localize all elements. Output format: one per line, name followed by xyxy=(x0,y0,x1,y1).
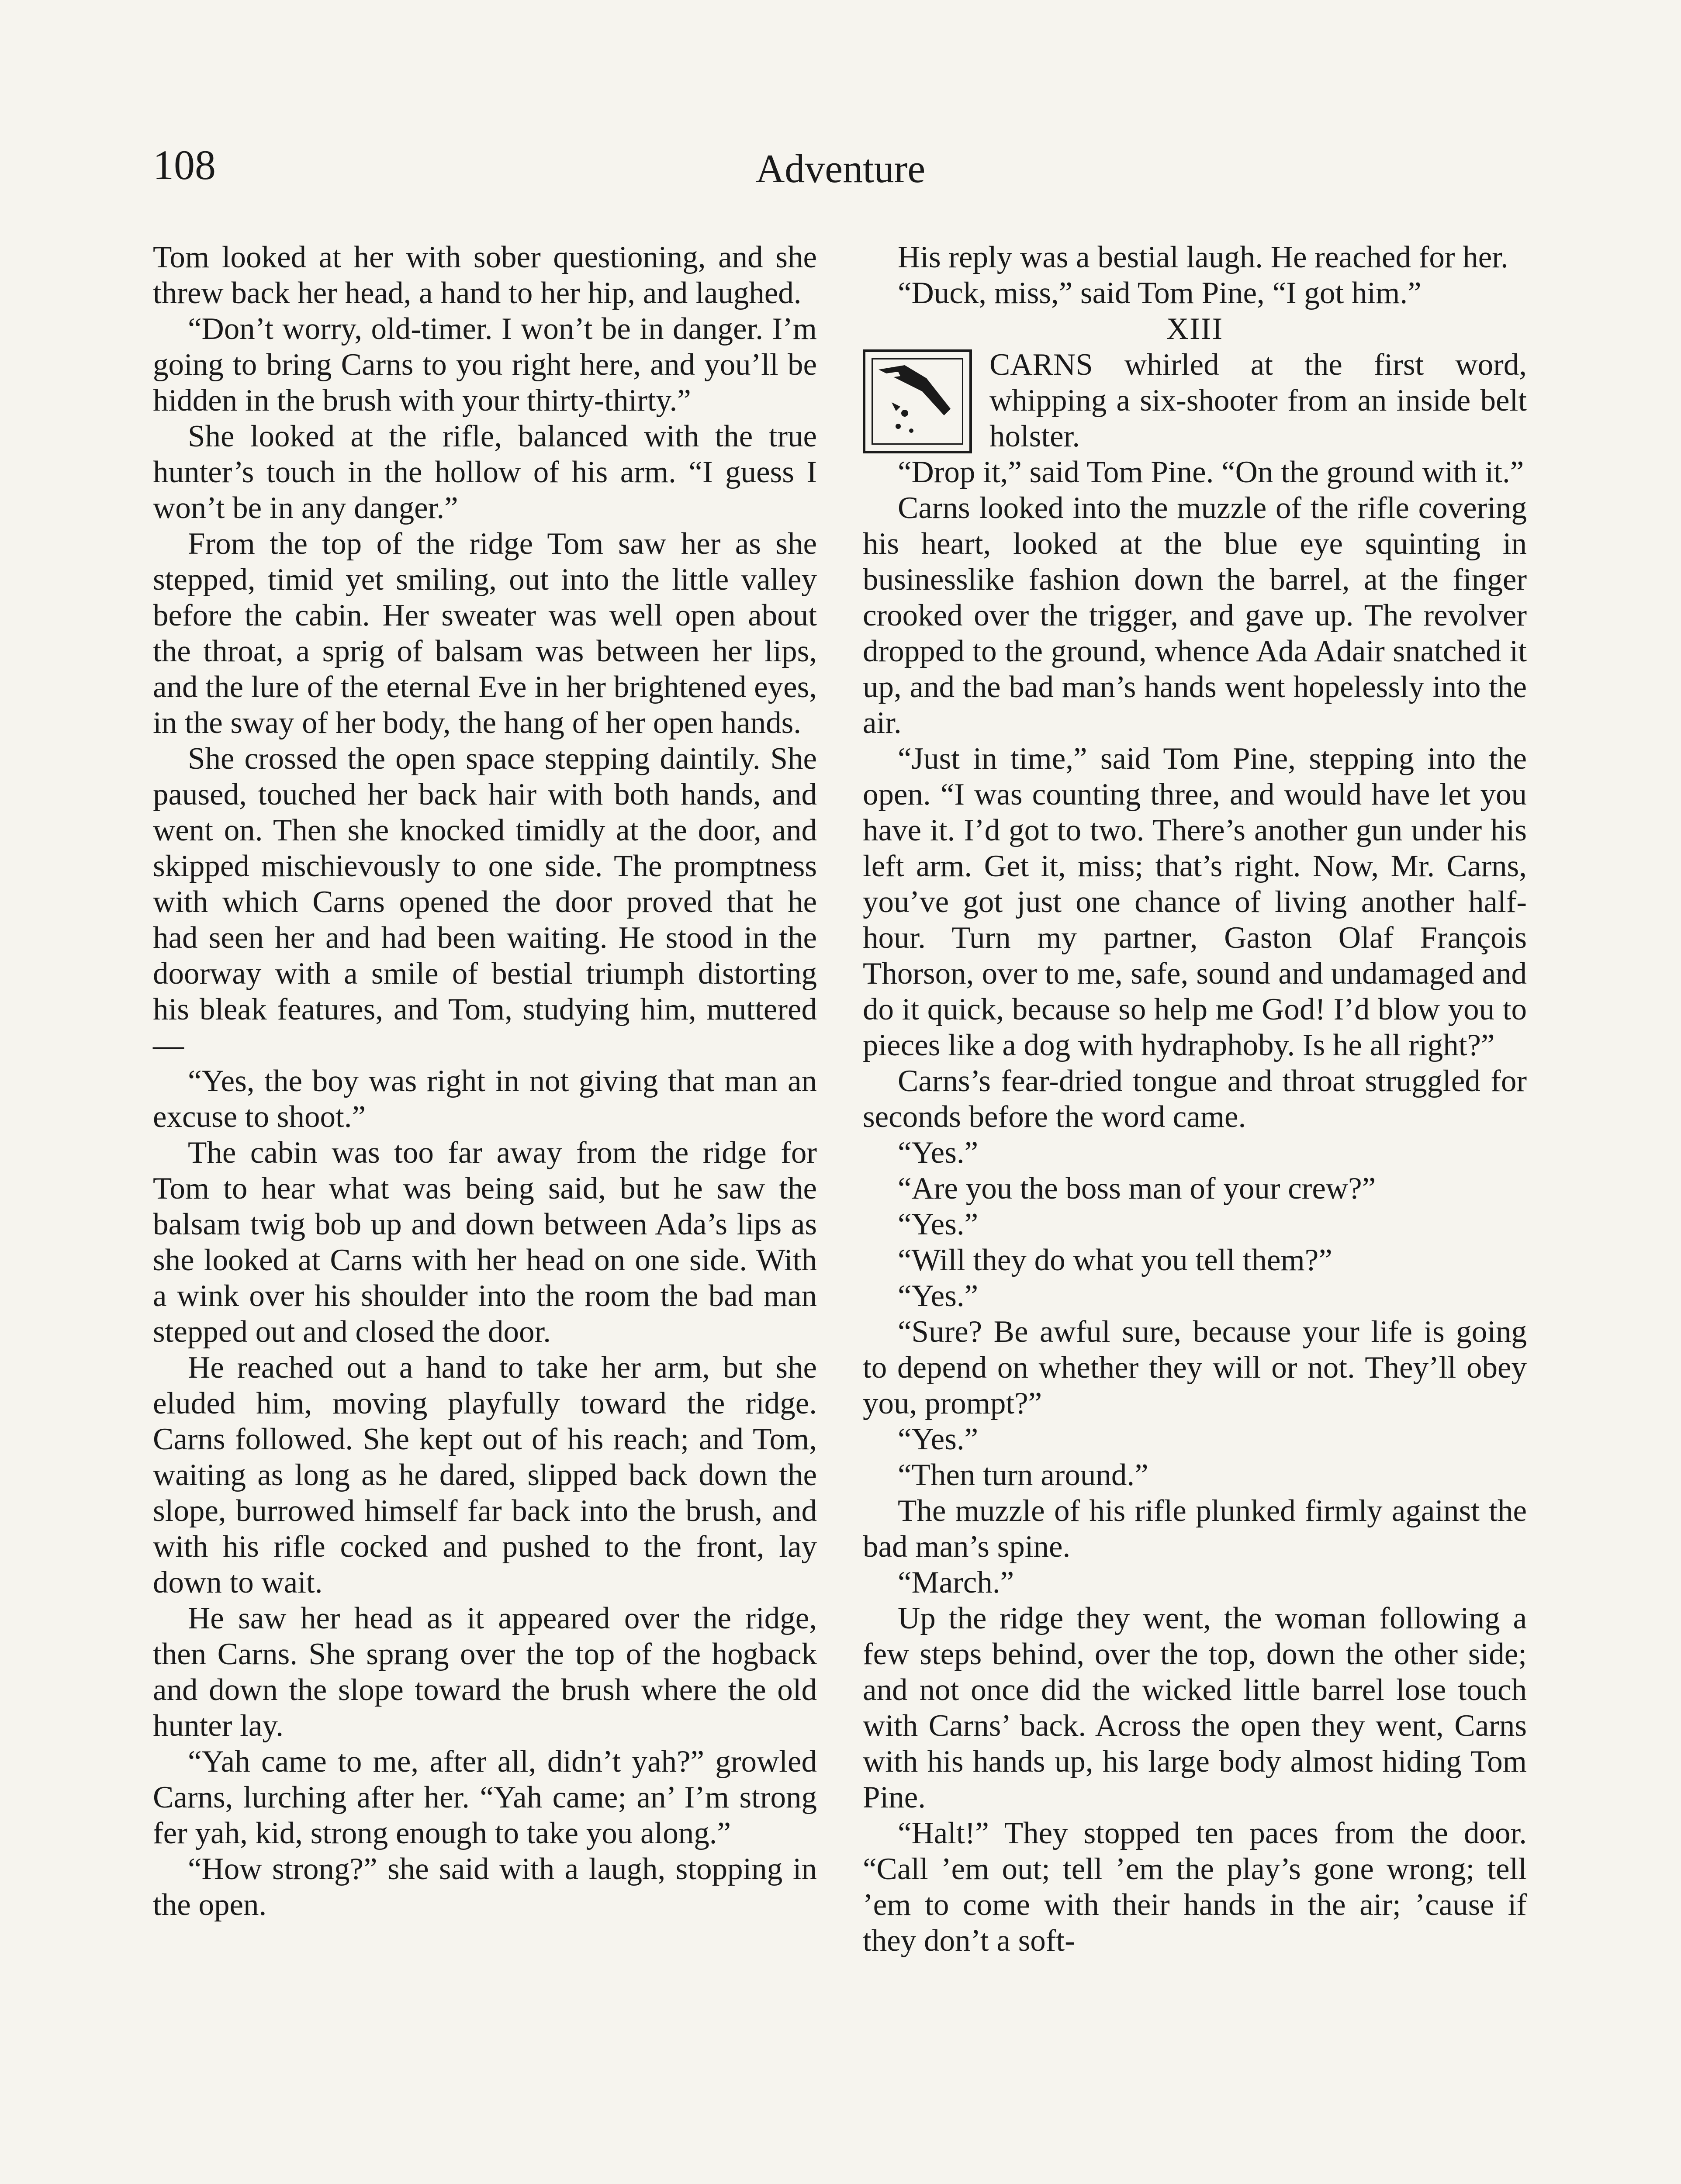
right-column xyxy=(863,239,1527,1959)
paragraph: “Sure? Be awful sure, because your life is going to depend on whether they will or not. They’ll obey you, prompt?” xyxy=(863,1315,1527,1420)
paragraph: He saw her head as it appeared over the ridge, then Carns. She sprang over the top of the hogback and down the slope toward the brush where the old hunter lay. xyxy=(153,1601,817,1743)
decorative-initial-illustration xyxy=(863,349,972,453)
paragraph: “March.” xyxy=(898,1565,1014,1600)
paragraph: “Yes, the boy was right in not giving that man an excuse to shoot.” xyxy=(153,1064,817,1134)
paragraph: “Yes.” xyxy=(898,1279,979,1313)
paragraph: She looked at the rifle, balanced with the true hunter’s touch in the hollow of his arm. “I guess I won’t be in any danger.” xyxy=(153,419,817,525)
paragraph: “Yes.” xyxy=(898,1136,979,1170)
paragraph: From the top of the ridge Tom saw her as she stepped, timid yet smiling, out into the little valley before the cabin. Her sweater was well open about the throat, a sprig of balsam was between her lips, and the lure of the eternal Eve in her brightened eyes, in the sway of her body, the hang of her open hands. xyxy=(153,527,817,740)
paragraph: Carns looked into the muzzle of the rifle covering his heart, looked at the blue eye squinting in businesslike fashion down the barrel, at the finger crooked over the trigger, and gave up. The revolver dropped to the ground, whence Ada Adair snatched it up, and the bad man’s hands went hopelessly into the air. xyxy=(863,491,1527,740)
paragraph: Carns’s fear-dried tongue and throat struggled for seconds before the word came. xyxy=(863,1064,1527,1134)
left-column xyxy=(153,239,817,1923)
paragraph: “Will they do what you tell them?” xyxy=(898,1243,1332,1277)
paragraph: “How strong?” she said with a laugh, stopping in the open. xyxy=(153,1852,817,1922)
page-number: 108 xyxy=(153,142,216,188)
paragraph: “Yes.” xyxy=(898,1422,979,1456)
paragraph: “Don’t worry, old-timer. I won’t be in danger. I’m going to bring Carns to you right here, and you’ll be hidden in the brush with your thirty-thirty.” xyxy=(153,312,817,418)
paragraph: The cabin was too far away from the ridge for Tom to hear what was being said, but he saw the balsam twig bob up and down between Ada’s lips as she looked at Carns with her head on one side. With a wink over his shoulder into the room the bad man stepped out and closed the door. xyxy=(153,1136,817,1349)
paragraph: “Are you the boss man of your crew?” xyxy=(898,1171,1376,1206)
paragraph: The muzzle of his rifle plunked firmly against the bad man’s spine. xyxy=(863,1494,1527,1564)
paragraph: “Yes.” xyxy=(898,1207,979,1241)
paragraph: “Yah came to me, after all, didn’t yah?” growled Carns, lurching after her. “Yah came; an’ I’m strong fer yah, kid, strong enough to take you along.” xyxy=(153,1745,817,1850)
dropcap-paragraph xyxy=(863,347,1527,454)
paragraph: She crossed the open space stepping daintily. She paused, touched her back hair with both hands, and went on. Then she knocked timidly at the door, and skipped mischievously to one side. The promptness with which Carns opened the door proved that he had seen her and had been waiting. He stood in the doorway with a smile of bestial triumph distorting his bleak features, and Tom, studying him, muttered— xyxy=(153,742,817,1062)
chapter-heading: XIII xyxy=(1166,312,1224,346)
paragraph: “Just in time,” said Tom Pine, stepping into the open. “I was counting three, and would have let you have it. I’d got to two. There’s another gun under his left arm. Get it, miss; that’s right. Now, Mr. Carns, you’ve got just one chance of living another half-hour. Turn my partner, Gaston Olaf François Thorson, over to me, safe, sound and undamaged and do it quick, because so help me God! I’d blow you to pieces like a dog with hydraphoby. Is he all right?” xyxy=(863,742,1527,1062)
dropcap-text: CARNS whirled at the first word, whipping a six-shooter from an inside belt holster. xyxy=(989,348,1527,453)
running-header-title: Adventure xyxy=(755,146,926,191)
paragraph: He reached out a hand to take her arm, but she eluded him, moving playfully toward the ridge. Carns followed. She kept out of his reach; and Tom, waiting as long as he dared, slipped back down the slope, burrowed himself far back into the brush, and with his rifle cocked and pushed to the front, lay down to wait. xyxy=(153,1351,817,1600)
paragraph: “Halt!” They stopped ten paces from the door. “Call ’em out; tell ’em the play’s gone wrong; tell ’em to come with their hands in the air; ’cause if they don’t a soft- xyxy=(863,1816,1527,1958)
paragraph: “Duck, miss,” said Tom Pine, “I got him.” xyxy=(898,276,1422,310)
paragraph: His reply was a bestial laugh. He reached for her. xyxy=(898,240,1508,274)
ornament-icon xyxy=(874,361,962,444)
paragraph: “Then turn around.” xyxy=(898,1458,1148,1492)
paragraph: Tom looked at her with sober questioning, and she threw back her head, a hand to her hip, and laughed. xyxy=(153,240,817,310)
paragraph: “Drop it,” said Tom Pine. “On the ground with it.” xyxy=(898,455,1524,489)
paragraph: Up the ridge they went, the woman following a few steps behind, over the top, down the other side; and not once did the wicked little barrel lose touch with Carns’ back. Across the open they went, Carns with his hands up, his large body almost hiding Tom Pine. xyxy=(863,1601,1527,1814)
